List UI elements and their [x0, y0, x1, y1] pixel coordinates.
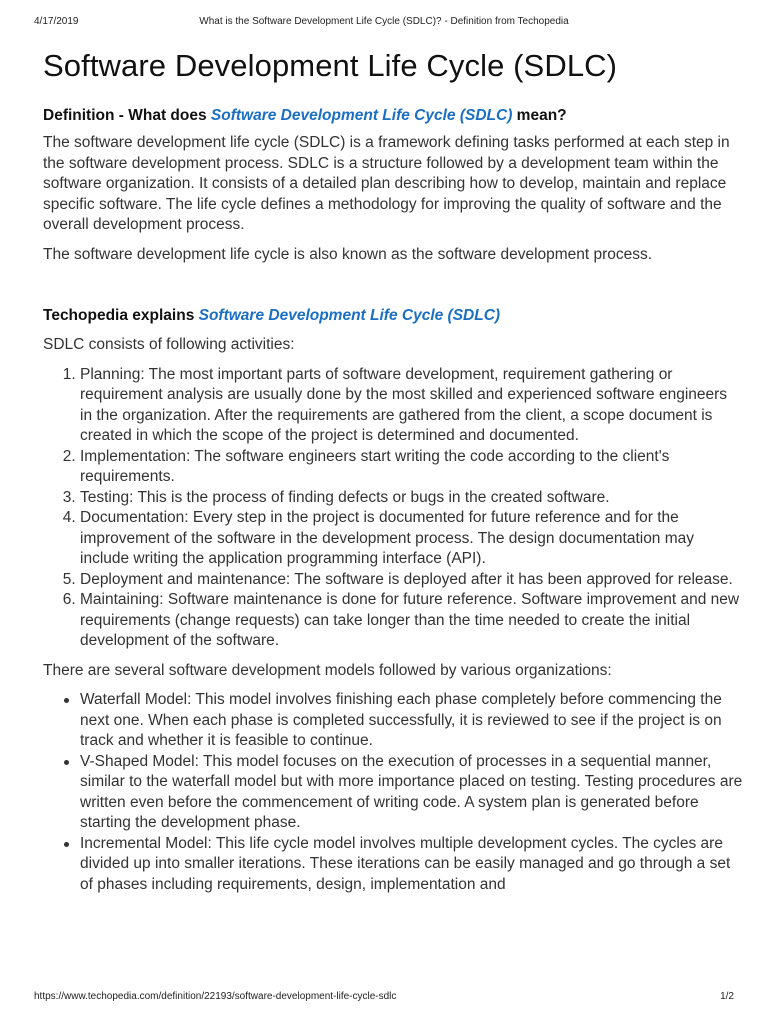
print-date: 4/17/2019	[34, 16, 79, 27]
model-text: Incremental Model: This life cycle model involves multiple development cycles. The cycles are divided up into smaller iterations. These iterations can be easily managed and go through a set of phases including requirements, design, implementation and	[80, 834, 731, 893]
models-intro: There are several software development models followed by various organizations:	[43, 661, 612, 679]
print-footer	[34, 991, 734, 1005]
list-item: 3. Testing: This is the process of finding defects or bugs in the created software.	[80, 488, 743, 509]
bullet-icon	[64, 698, 69, 703]
list-item: 4. Documentation: Every step in the project is documented for future reference and for the improvement of the software in the development process. The design documentation may include writing the application programming interface (API).	[80, 508, 743, 570]
list-item	[80, 834, 743, 896]
bullet-icon	[64, 842, 69, 847]
list-item	[80, 752, 743, 834]
definition-paragraph-2: The software development life cycle is also known as the software development process.	[43, 245, 653, 263]
explains-term-link[interactable]: Software Development Life Cycle (SDLC)	[198, 307, 501, 324]
article	[43, 46, 743, 895]
definition-heading	[43, 106, 743, 126]
list-item: 6. Maintaining: Software maintenance is done for future reference. Software improvement and new requirements (change requests) can take longer than the time needed to create the initial development of the software.	[80, 590, 743, 652]
bullet-icon	[64, 760, 69, 765]
activities-list	[43, 365, 743, 652]
explains-heading	[43, 306, 743, 326]
definition-heading-suffix: mean?	[512, 107, 567, 124]
definition-term-link[interactable]: Software Development Life Cycle (SDLC)	[210, 107, 513, 124]
print-url: https://www.techopedia.com/definition/22193/software-development-life-cycle-sdlc	[34, 991, 397, 1002]
explains-heading-prefix: Techopedia explains	[43, 307, 199, 324]
print-header	[34, 16, 734, 30]
definition-paragraph-1: The software development life cycle (SDLC) is a framework defining tasks performed at each step in the software development process. SDLC is a structure followed by a development team within the software organization. It consists of a detailed plan describing how to develop, maintain and replace specific software. The life cycle defines a methodology for improving the quality of software and the overall development process.	[43, 134, 730, 233]
definition-heading-prefix: Definition - What does	[43, 107, 211, 124]
model-text: V-Shaped Model: This model focuses on the execution of processes in a sequential manner, similar to the waterfall model but with more importance placed on testing. Testing procedures are written even before the commencement of writing code. A system plan is generated before starting the development phase.	[80, 752, 743, 831]
model-text: Waterfall Model: This model involves finishing each phase completely before commencing the next one. When each phase is completed successfully, it is reviewed to see if the project is on track and whether it is feasible to continue.	[80, 691, 722, 749]
list-item: 5. Deployment and maintenance: The software is deployed after it has been approved for release.	[80, 570, 743, 591]
list-item: 2. Implementation: The software engineers start writing the code according to the client's requirements.	[80, 447, 743, 488]
page-title: Software Development Life Cycle (SDLC)	[43, 48, 618, 83]
list-item	[80, 690, 743, 752]
models-list	[43, 690, 743, 895]
activities-intro: SDLC consists of following activities:	[43, 336, 295, 353]
page-number: 1/2	[720, 991, 734, 1002]
list-item: 1. Planning: The most important parts of software development, requirement gathering or requirement analysis are usually done by the most skilled and experienced software engineers in the organization. After the requirements are gathered from the client, a scope document is created in which the scope of the project is determined and documented.	[80, 365, 743, 447]
print-page-title: What is the Software Development Life Cycle (SDLC)? - Definition from Techopedia	[199, 16, 569, 27]
